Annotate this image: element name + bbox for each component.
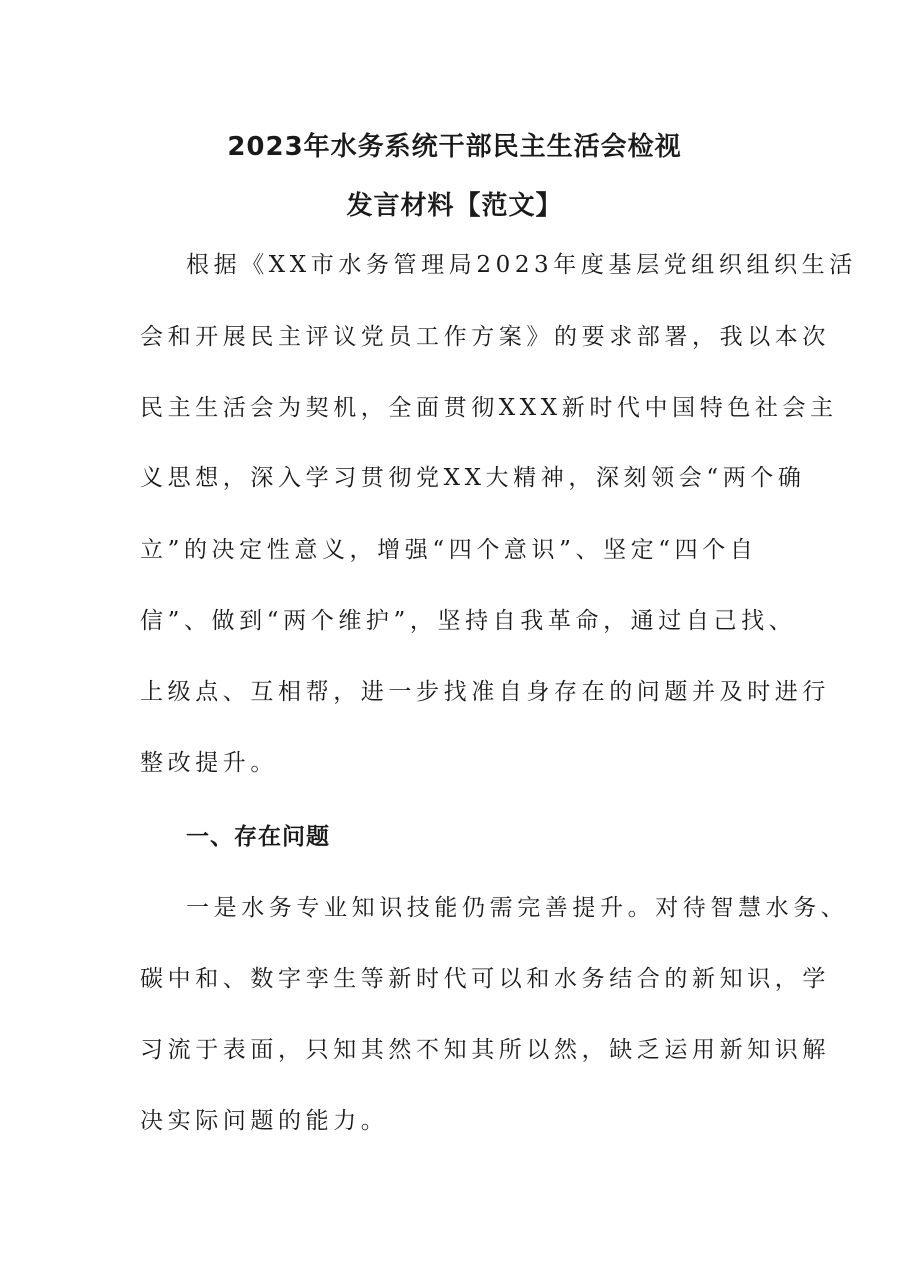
paragraph-line: 决实际问题的能力。 xyxy=(140,1108,389,1134)
document-title-line-1: 2023年水务系统干部民主生活会检视 xyxy=(227,132,682,162)
paragraph-line: 一是水务专业知识技能仍需完善提升。对待智慧水务、 xyxy=(186,895,849,921)
document-title-line-2: 发言材料【范文】 xyxy=(346,191,563,221)
paragraph-line: 会和开展民主评议党员工作方案》的要求部署，我以本次 xyxy=(140,324,830,350)
paragraph-line: 整改提升。 xyxy=(140,750,278,776)
paragraph-line: 习流于表面，只知其然不知其所以然，缺乏运用新知识解 xyxy=(140,1037,830,1063)
paragraph-line: 义思想，深入学习贯彻党XX大精神，深刻领会“两个确 xyxy=(140,465,806,491)
section-heading: 一、存在问题 xyxy=(186,824,330,850)
paragraph-line: 碳中和、数字孪生等新时代可以和水务结合的新知识，学 xyxy=(140,966,830,992)
paragraph-line: 根据《XX市水务管理局2023年度基层党组织组织生活 xyxy=(186,252,857,278)
paragraph-line: 上级点、互相帮，进一步找准自身存在的问题并及时进行 xyxy=(140,679,830,705)
paragraph-line: 信”、做到“两个维护”，坚持自我革命，通过自己找、 xyxy=(140,608,797,634)
paragraph-line: 民主生活会为契机，全面贯彻XXX新时代中国特色社会主 xyxy=(140,395,838,421)
paragraph-line: 立”的决定性意义，增强“四个意识”、坚定“四个自 xyxy=(140,537,758,563)
